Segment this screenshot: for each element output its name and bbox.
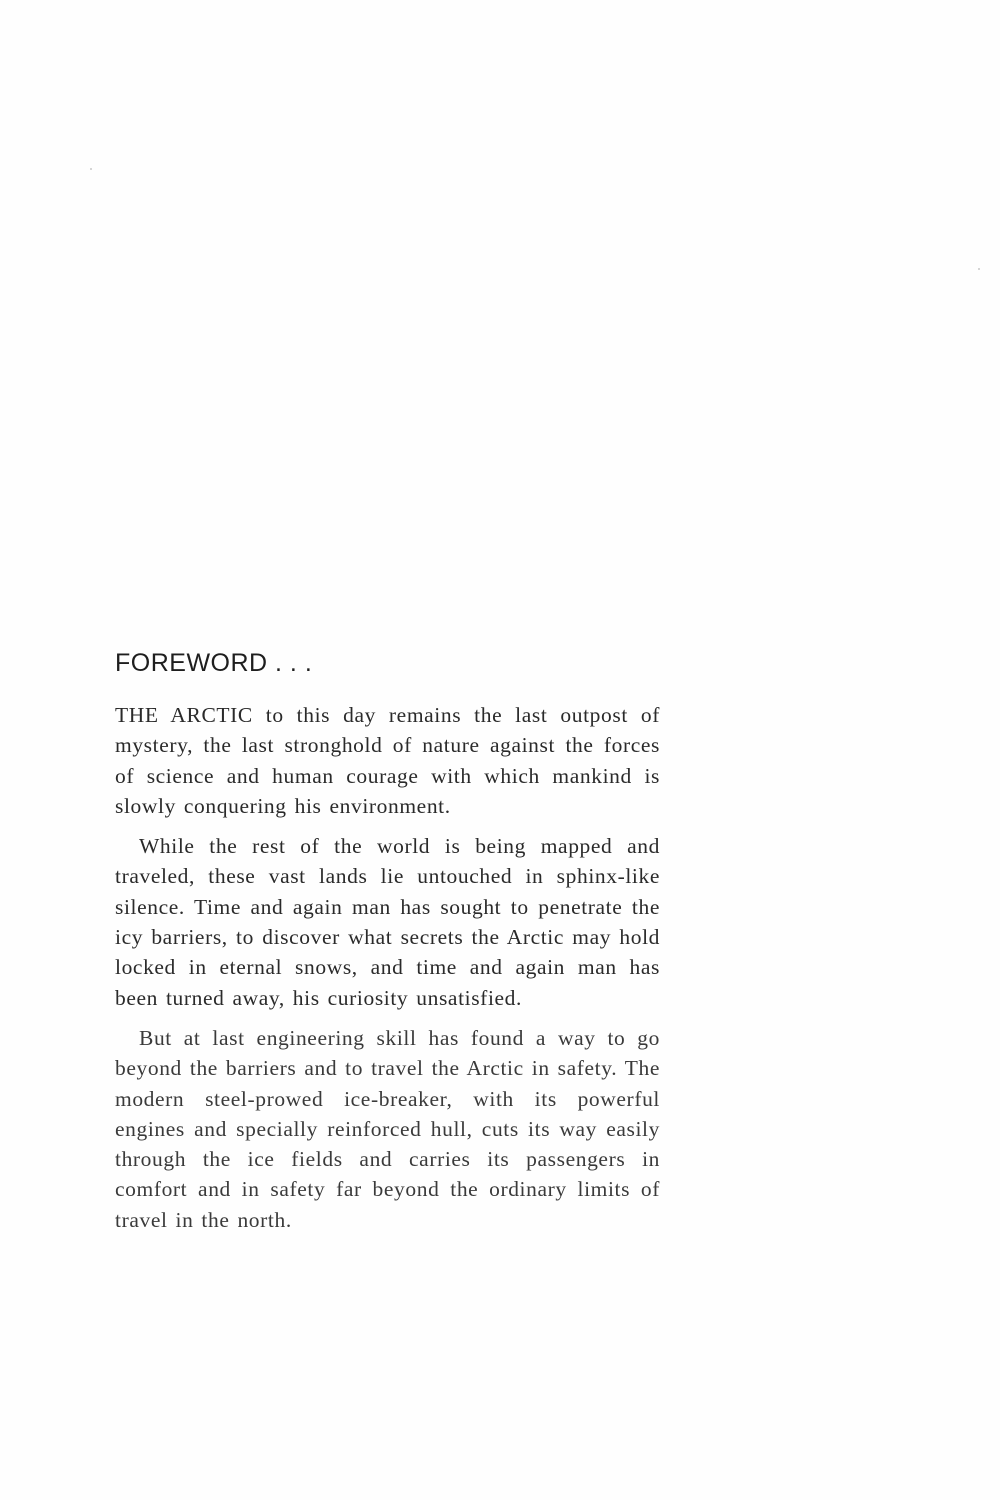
paragraph-ice-breaker: But at last engineering skill has found a way to go beyond the barriers and to travel the Arctic in safety. The modern steel-prowed ice-breaker, with its powerful engines and specially reinforced hull, cuts its way easily through the ice fields and carries its passengers in comfort and in safety far beyond the ordinary limits of travel in the north. xyxy=(115,1025,660,1232)
foreword-section xyxy=(115,648,660,1245)
foreword-heading: FOREWORD . . . xyxy=(115,649,313,677)
paragraph-untouched-lands: While the rest of the world is being mapped and traveled, these vast lands lie untouched in sphinx-like silence. Time and again man has sought to penetrate the icy barriers, to discover what secrets the Arctic may hold locked in eternal snows, and time and again man has been turned away, his curiosity unsatisfied. xyxy=(115,834,660,1010)
paper-speck xyxy=(90,168,92,170)
paper-speck xyxy=(978,268,980,270)
paragraph-arctic-intro: THE ARCTIC to this day remains the last outpost of mystery, the last stronghold of nature against the forces of science and human courage with which mankind is slowly conquering his environment. xyxy=(115,703,660,818)
